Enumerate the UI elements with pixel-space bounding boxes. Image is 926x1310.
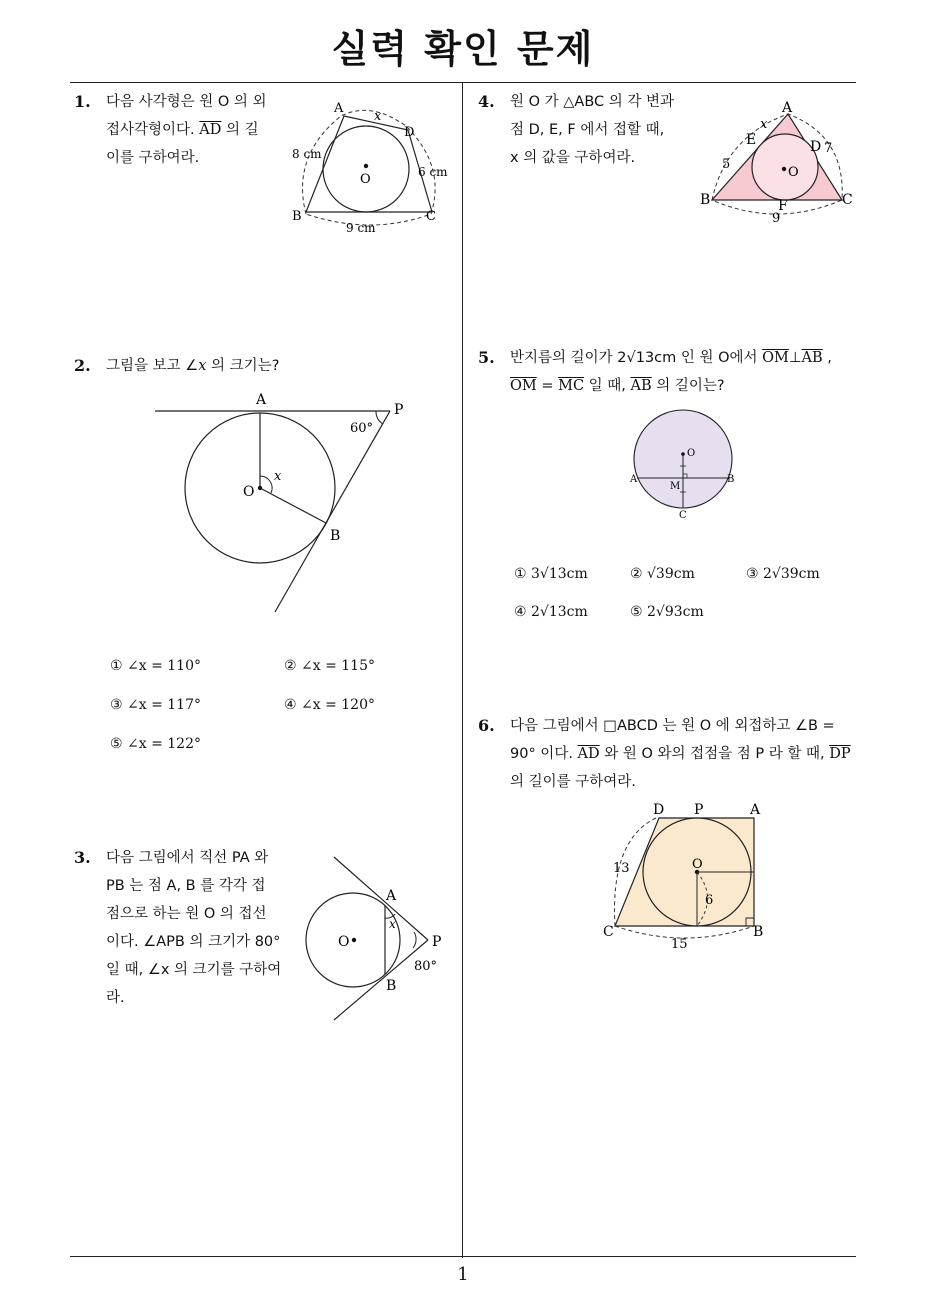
figure-1 xyxy=(286,96,456,236)
label-60: 60° xyxy=(350,421,374,436)
label-B: B xyxy=(753,924,764,940)
choice-5[interactable]: ⑤ 2√93cm xyxy=(630,604,704,620)
problem-number: 2. xyxy=(74,356,91,375)
label-P: P xyxy=(432,934,442,950)
label-O: O xyxy=(243,484,255,500)
choice-5[interactable]: ⑤ ∠x = 122° xyxy=(110,736,201,752)
problem-text: 원 O 가 △ABC 의 각 변과 점 D, E, F 에서 접할 때, x 의 값을 구하여라. xyxy=(510,94,674,166)
choice-3[interactable]: ③ ∠x = 117° xyxy=(110,697,201,713)
choice-2[interactable]: ② ∠x = 115° xyxy=(284,658,375,674)
problem-text: 다음 사각형은 원 O 의 외 접사각형이다. $\overline{AD}$ 의 길 이를 구하여라. xyxy=(106,94,267,166)
figure-2 xyxy=(150,390,420,620)
label-C: C xyxy=(426,209,436,224)
label-6cm: 6 cm xyxy=(418,165,448,179)
label-P: P xyxy=(694,802,704,818)
bottom-rule xyxy=(70,1256,856,1257)
label-B: B xyxy=(386,978,397,994)
label-B: B xyxy=(700,192,711,208)
problem-text: 그림을 보고 ∠x 의 크기는? xyxy=(106,358,280,374)
label-x: x xyxy=(760,117,768,132)
label-6: 6 xyxy=(705,893,714,908)
label-F: F xyxy=(778,198,788,214)
choice-1[interactable]: ① 3√13cm xyxy=(514,566,588,582)
label-A: A xyxy=(630,474,638,485)
label-B: B xyxy=(727,474,735,485)
label-8cm: 8 cm xyxy=(292,147,322,161)
figure-4 xyxy=(696,96,861,226)
label-D: D xyxy=(810,139,822,155)
top-rule xyxy=(70,82,856,83)
label-D: D xyxy=(653,802,665,818)
label-9: 9 xyxy=(772,211,781,226)
label-C: C xyxy=(842,192,853,208)
problem-number: 4. xyxy=(478,92,495,111)
label-80: 80° xyxy=(414,959,438,974)
label-7: 7 xyxy=(824,141,833,156)
label-15: 15 xyxy=(671,937,688,950)
problem-text: 반지름의 길이가 2√13cm 인 원 O에서 $\overline{OM}\perp\overline{AB}$ , $\overline{OM} = \overline{MC}$ 일 때, $\overline{AB}$ 의 길이는? xyxy=(510,350,832,394)
label-A: A xyxy=(750,802,761,818)
problem-number: 1. xyxy=(74,92,91,111)
label-x: x xyxy=(274,469,282,484)
problem-number: 6. xyxy=(478,716,495,735)
choice-2[interactable]: ② √39cm xyxy=(630,566,695,582)
label-x: x xyxy=(374,109,382,124)
page-title: 실력 확인 문제 xyxy=(331,27,595,71)
column-divider xyxy=(462,83,463,1258)
figure-3 xyxy=(296,852,456,1027)
label-P: P xyxy=(394,402,404,418)
label-O: O xyxy=(687,448,696,459)
label-5: 5 xyxy=(722,157,731,172)
label-B: B xyxy=(330,528,341,544)
label-O: O xyxy=(692,857,703,872)
label-B: B xyxy=(292,209,302,224)
label-E: E xyxy=(746,132,757,148)
label-A: A xyxy=(386,888,397,904)
label-13: 13 xyxy=(613,861,630,876)
label-M: M xyxy=(670,481,681,492)
label-9cm: 9 cm xyxy=(346,221,376,235)
page-number: 1 xyxy=(457,1264,469,1285)
choice-3[interactable]: ③ 2√39cm xyxy=(746,566,820,582)
label-D: D xyxy=(404,125,415,140)
label-C: C xyxy=(679,510,687,520)
figure-5 xyxy=(624,404,744,520)
label-A: A xyxy=(782,100,793,116)
label-A: A xyxy=(256,392,267,408)
problem-text: 다음 그림에서 직선 PA 와 PB 는 점 A, B 를 각각 접 점으로 하는 원 O 의 접선 이다. ∠APB 의 크기가 80° 일 때, ∠x 의 크기를 구하여 라. xyxy=(106,850,282,1006)
label-O: O xyxy=(788,165,799,180)
problem-text: 다음 그림에서 □ABCD 는 원 O 에 외접하고 ∠B = 90° 이다. $\overline{AD}$ 와 원 O 와의 접점을 점 P 라 할 때, $\overline{DP}$ 의 길이를 구하여라. xyxy=(510,718,851,790)
label-x: x xyxy=(389,917,396,931)
problem-number: 3. xyxy=(74,848,91,867)
choice-4[interactable]: ④ 2√13cm xyxy=(514,604,588,620)
label-O: O xyxy=(338,934,350,950)
choice-4[interactable]: ④ ∠x = 120° xyxy=(284,697,375,713)
choice-1[interactable]: ① ∠x = 110° xyxy=(110,658,201,674)
label-O: O xyxy=(360,172,371,187)
label-A: A xyxy=(334,101,344,116)
figure-6 xyxy=(600,800,770,950)
label-C: C xyxy=(603,924,614,940)
problem-number: 5. xyxy=(478,348,495,367)
